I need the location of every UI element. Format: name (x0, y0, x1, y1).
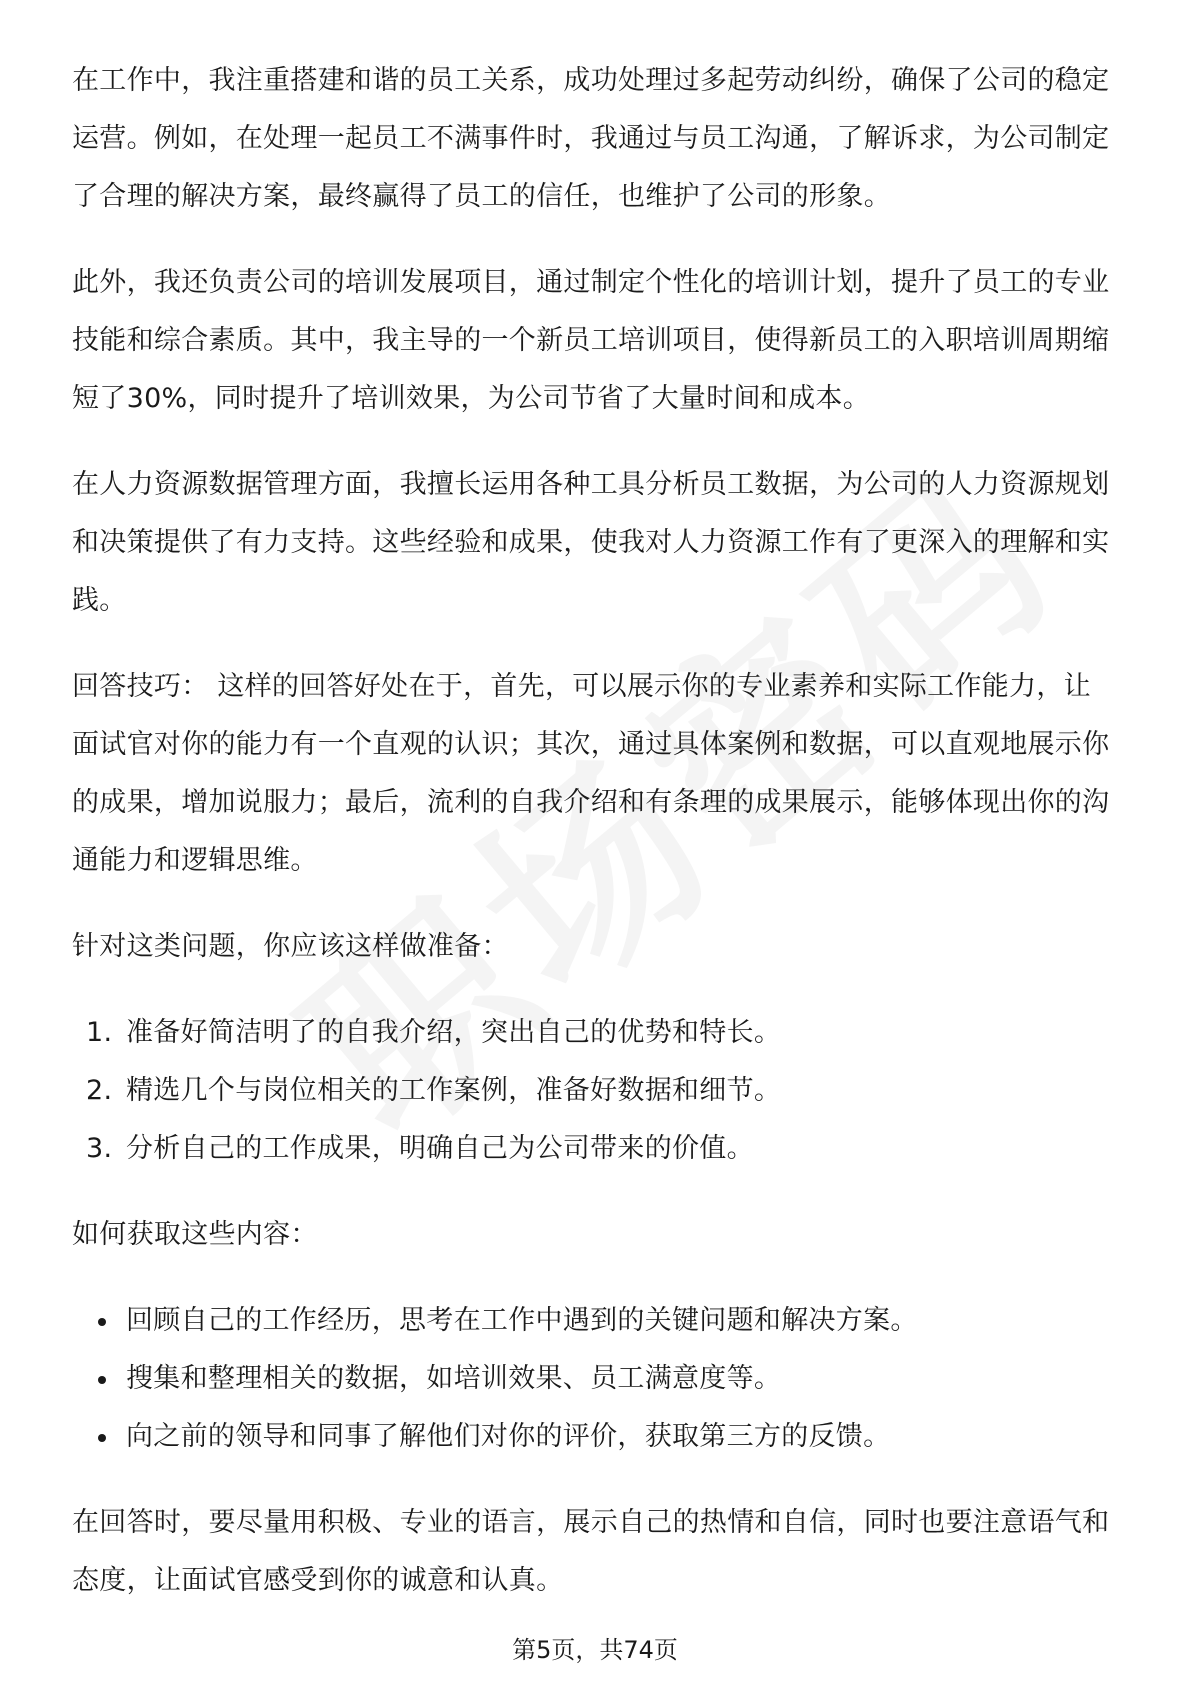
list-item-text: 向之前的领导和同事了解他们对你的评价，获取第三方的反馈。 (126, 1421, 891, 1452)
paragraph-prep-heading: 针对这类问题，你应该这样做准备： (72, 931, 509, 962)
list-item (72, 1004, 1118, 1062)
paragraph-work-relations: 在工作中，我注重搭建和谐的员工关系，成功处理过多起劳动纠纷，确保了公司的稳定运营。例如，在处理一起员工不满事件时，我通过与员工沟通，了解诉求，为公司制定了合理的解决方案，最终赢得了员工的信任，也维护了公司的形象。 (72, 65, 1110, 212)
page-footer: 第5页，共74页 (512, 1636, 678, 1664)
paragraph-answer-tips: 回答技巧： 这样的回答好处在于，首先，可以展示你的专业素养和实际工作能力，让面试官对你的能力有一个直观的认识；其次，通过具体案例和数据，可以直观地展示你的成果，增加说服力；最后，流利的自我介绍和有条理的成果展示，能够体现出你的沟通能力和逻辑思维。 (72, 671, 1110, 876)
list-item-text: 搜集和整理相关的数据，如培训效果、员工满意度等。 (126, 1363, 782, 1394)
bullet-dot-icon (98, 1376, 106, 1384)
list-item-text: 分析自己的工作成果，明确自己为公司带来的价值。 (126, 1133, 754, 1164)
obtain-bullet-list (72, 1292, 1118, 1466)
bullet-dot-icon (98, 1318, 106, 1326)
list-item (72, 1062, 1118, 1120)
paragraph-training: 此外，我还负责公司的培训发展项目，通过制定个性化的培训计划，提升了员工的专业技能和综合素质。其中，我主导的一个新员工培训项目，使得新员工的入职培训周期缩短了30%，同时提升了培训效果，为公司节省了大量时间和成本。 (72, 267, 1110, 414)
paragraph-closing: 在回答时，要尽量用积极、专业的语言，展示自己的热情和自信，同时也要注意语气和态度，让面试官感受到你的诚意和认真。 (72, 1507, 1110, 1596)
list-item (72, 1408, 1118, 1466)
paragraph-hr-data: 在人力资源数据管理方面，我擅长运用各种工具分析员工数据，为公司的人力资源规划和决策提供了有力支持。这些经验和成果，使我对人力资源工作有了更深入的理解和实践。 (72, 469, 1110, 616)
list-number: 1. (86, 1017, 113, 1048)
list-item (72, 1350, 1118, 1408)
list-number: 2. (86, 1075, 113, 1106)
list-item (72, 1120, 1118, 1178)
page-content (72, 52, 1118, 1638)
section-heading-obtain: 如何获取这些内容： (72, 1219, 318, 1250)
list-item-text: 精选几个与岗位相关的工作案例，准备好数据和细节。 (126, 1075, 782, 1106)
list-item (72, 1292, 1118, 1350)
list-item-text: 准备好简洁明了的自我介绍，突出自己的优势和特长。 (126, 1017, 782, 1048)
list-item-text: 回顾自己的工作经历，思考在工作中遇到的关键问题和解决方案。 (126, 1305, 918, 1336)
list-number: 3. (86, 1133, 113, 1164)
bullet-dot-icon (98, 1434, 106, 1442)
prep-ordered-list (72, 1004, 1118, 1178)
